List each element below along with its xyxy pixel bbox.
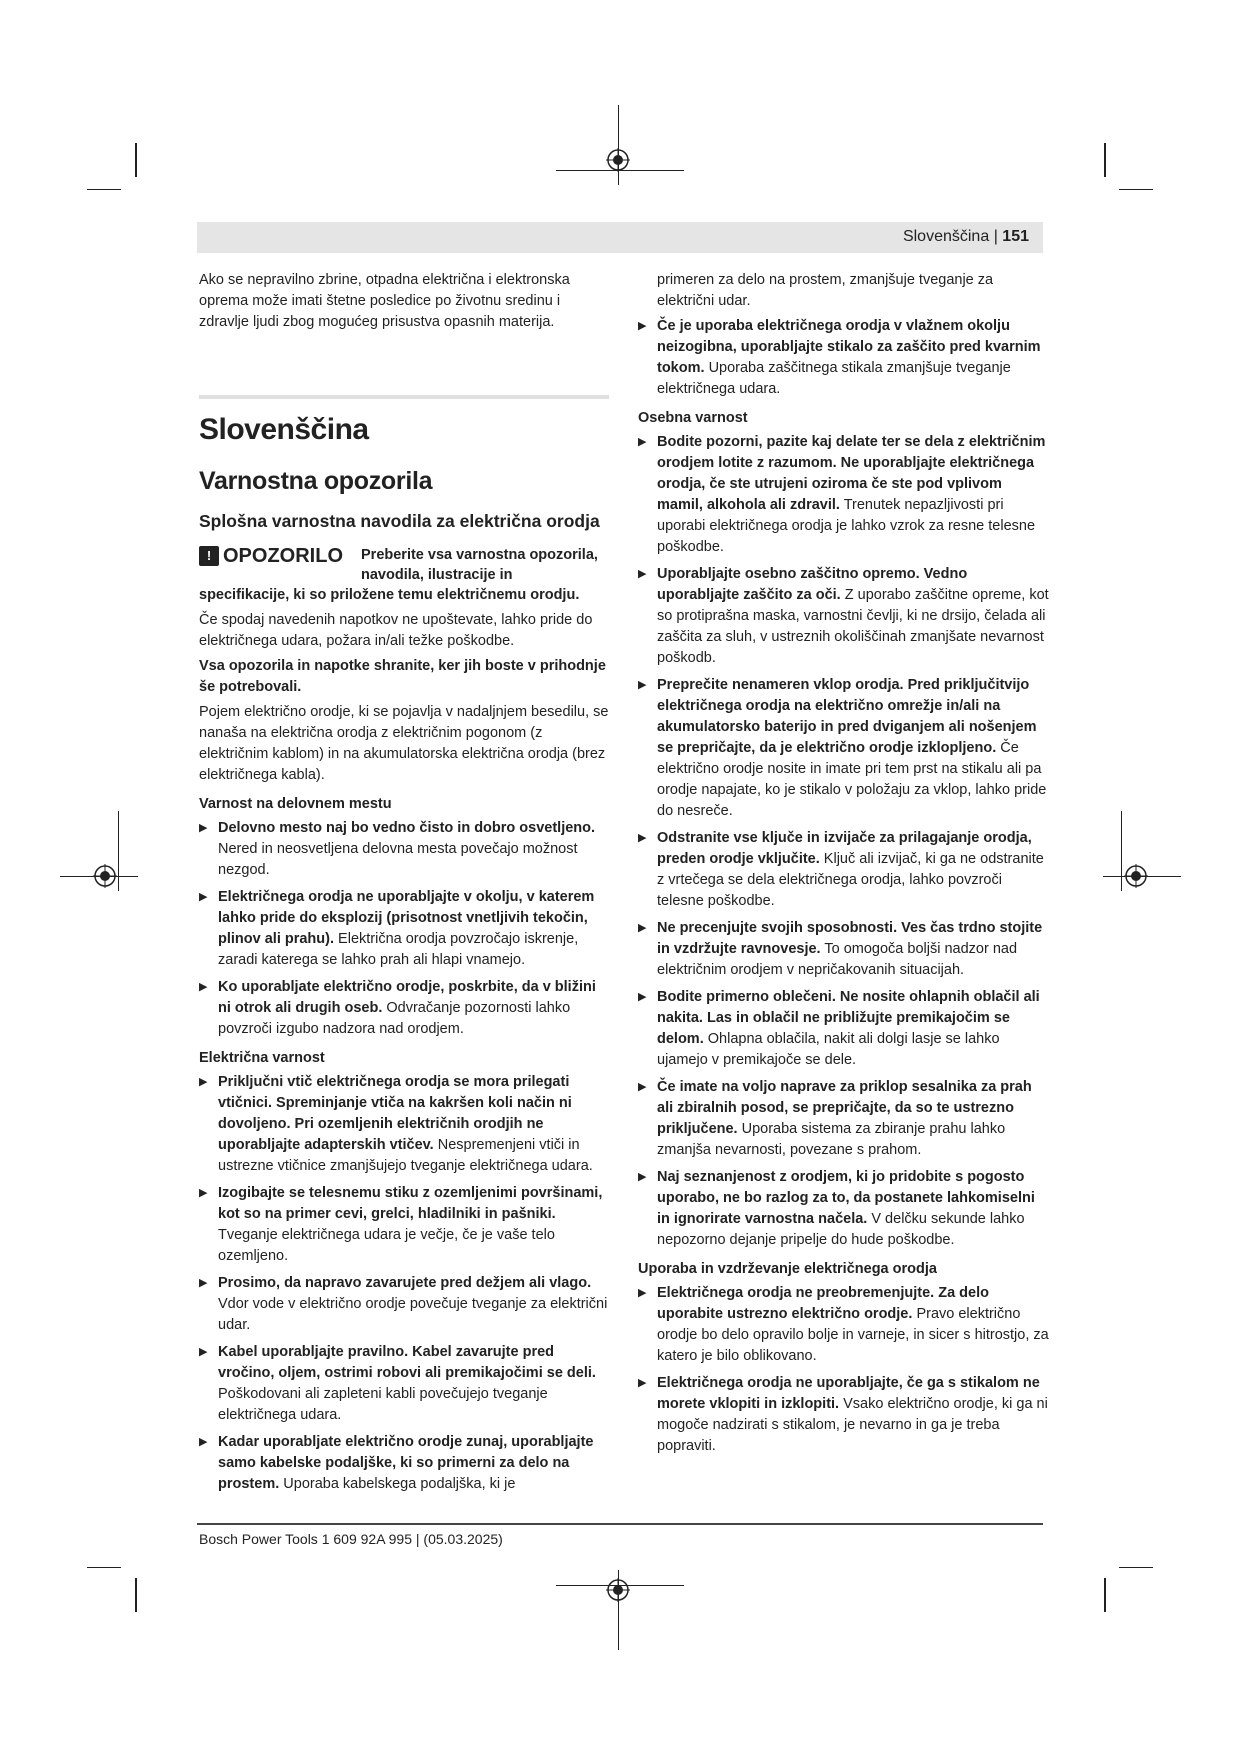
page-number: 151 — [1002, 228, 1029, 245]
item-bold: Odstranite vse ključe in izvijače za prilagajanje orodja, preden orodje vključite. — [657, 830, 1032, 867]
keep-instructions: Vsa opozorila in napotke shranite, ker jih boste v prihodnje še potrebovali. — [199, 658, 606, 695]
list-item — [199, 1072, 609, 1177]
crop-mark — [618, 105, 619, 185]
item-text: Če električno orodje nosite in imate pri tem prst na stikalu ali pa orodje napajate, ko je stikalo v položaju za vklop, lahko pride do nesreče. — [657, 740, 1047, 819]
item-bold: Električnega orodja ne preobremenjujte. Za delo uporabite ustrezno električno orodje. — [657, 1285, 989, 1322]
play-arrow-icon: ▶ — [638, 922, 647, 934]
play-arrow-icon: ▶ — [199, 1346, 208, 1358]
list-item — [638, 432, 1050, 558]
right-column — [638, 270, 1050, 1463]
crop-mark — [87, 189, 121, 190]
play-arrow-icon: ▶ — [199, 1187, 208, 1199]
list-item — [199, 887, 609, 971]
intro-paragraph: Ako se nepravilno zbrine, otpadna električna i elektronska oprema može imati štetne posledice po životnu sredinu i zdravlje ljudi zbog mogućeg prisustva opasnih materija. — [199, 272, 570, 330]
item-text: Uporaba sistema za zbiranje prahu lahko zmanjša nevarnosti, povezane s prahom. — [657, 1121, 1006, 1158]
item-bold: Ne precenjujte svojih sposobnosti. Ves čas trdno stojite in vzdržujte ravnovesje. — [657, 920, 1043, 957]
warning-text-cont: specifikacije, ki so priložene temu električnemu orodju. — [199, 587, 580, 603]
registration-mark-icon — [606, 148, 630, 172]
play-arrow-icon: ▶ — [638, 1081, 647, 1093]
play-arrow-icon: ▶ — [638, 1287, 647, 1299]
list-item — [638, 987, 1050, 1071]
item-bold: Prosimo, da napravo zavarujete pred dežjem ali vlago. — [218, 1275, 592, 1291]
list-item — [199, 1432, 609, 1495]
item-bold: Če je uporaba električnega orodja v vlažnem okolju neizogibna, uporabljajte stikalo za zaščito pred kvarnim tokom. — [657, 318, 1041, 376]
item-bold: Bodite primerno oblečeni. Ne nosite ohlapnih oblačil ali nakita. Las in oblačil ne približujte premikajočim se delom. — [657, 989, 1040, 1047]
item-text: Nespremenjeni vtiči in ustrezne vtičnice zmanjšujejo tveganje električnega udara. — [218, 1137, 593, 1174]
crop-mark — [1121, 811, 1122, 891]
item-text: Nered in neosvetljena delovna mesta povečajo možnost nezgod. — [218, 841, 578, 878]
header-text — [903, 228, 1029, 246]
section-divider — [199, 395, 609, 399]
crop-mark — [1119, 1567, 1153, 1568]
play-arrow-icon: ▶ — [638, 320, 647, 332]
play-arrow-icon: ▶ — [638, 679, 647, 691]
list-item — [638, 1167, 1050, 1251]
item-text: Trenutek nepazljivosti pri uporabi električnega orodja je lahko vzrok za resne telesne poškodbe. — [657, 497, 1036, 555]
item-bold: Preprečite nenameren vklop orodja. Pred priključitvijo električnega orodja na električno omrežje in/ali na akumulatorsko baterijo in pred dviganjem ali nošenjem se prepričajte, da je električno orodje izklopljeno. — [657, 677, 1037, 756]
item-text: Vdor vode v električno orodje povečuje tveganje za električni udar. — [218, 1296, 608, 1333]
item-text: Ključ ali izvijač, ki ga ne odstranite z vrtečega se dela električnega orodja, lahko povzroči telesne poškodbe. — [657, 851, 1044, 909]
page-title: Slovenščina — [199, 413, 369, 446]
item-text: To omogoča boljši nadzor nad električnim orodjem v nepričakovanih situacijah. — [657, 941, 1018, 978]
crop-mark — [1104, 143, 1106, 177]
crop-mark — [87, 1567, 121, 1568]
section-heading: Splošna varnostna navodila za električna orodja — [199, 511, 600, 531]
crop-mark — [118, 811, 119, 891]
list-item — [638, 316, 1050, 400]
play-arrow-icon: ▶ — [638, 568, 647, 580]
crop-mark — [135, 1578, 137, 1612]
play-arrow-icon: ▶ — [638, 1171, 647, 1183]
item-text: Uporaba zaščitnega stikala zmanjšuje tveganje električnega udara. — [657, 360, 1011, 397]
item-text: Električna orodja povzročajo iskrenje, zaradi katerega se lahko prah ali hlapi vnamejo. — [218, 931, 579, 968]
header-language: Slovenščina — [902, 228, 990, 245]
personal-heading: Osebna varnost — [638, 410, 748, 426]
item-text: Z uporabo zaščitne opreme, kot so protiprašna maska, varnostni čevlji, ki ne drsijo, čelada ali zaščita za sluh, v ustreznih okoliščinah zmanjšate nevarnost poškodb. — [657, 587, 1049, 666]
electrical-heading: Električna varnost — [199, 1050, 325, 1066]
item-bold: Ko uporabljate električno orodje, poskrbite, da v bližini ni otrok ali drugih oseb. — [218, 979, 596, 1016]
item-bold: Kadar uporabljate električno orodje zunaj, uporabljajte samo kabelske podaljške, ki so primerni za delo na prostem. — [218, 1434, 594, 1492]
item-bold: Uporabljajte osebno zaščitno opremo. Vedno uporabljajte zaščito za oči. — [657, 566, 968, 603]
footer-text: Bosch Power Tools 1 609 92A 995 | (05.03.2025) — [199, 1531, 503, 1547]
play-arrow-icon: ▶ — [638, 832, 647, 844]
list-item — [199, 1342, 609, 1426]
item-text: Pravo električno orodje bo delo opravilo bolje in varneje, in sicer s hitrostjo, za katero je bilo oblikovano. — [657, 1306, 1049, 1364]
list-item — [638, 918, 1050, 981]
list-item — [199, 1273, 609, 1336]
play-arrow-icon: ▶ — [638, 1377, 647, 1389]
warning-block — [199, 543, 609, 585]
warning-label-text: OPOZORILO — [223, 545, 343, 567]
header-separator: | — [993, 228, 998, 245]
list-item — [199, 1183, 609, 1267]
item-text: Ohlapna oblačila, nakit ali dolgi lasje se lahko ujamejo v premikajoče se dele. — [657, 1031, 1000, 1068]
list-item — [638, 1373, 1050, 1457]
item-text: Tveganje električnega udara je večje, če je vaše telo ozemljeno. — [218, 1227, 555, 1264]
play-arrow-icon: ▶ — [638, 991, 647, 1003]
play-arrow-icon: ▶ — [199, 1436, 208, 1448]
continued-text: primeren za delo na prostem, zmanjšuje tveganje za električni udar. — [657, 272, 994, 309]
crop-mark — [135, 143, 137, 177]
term-paragraph: Pojem električno orodje, ki se pojavlja v nadaljnjem besedilu, se nanaša na električna orodja z električnim pogonom (z električnim kablom) in na akumulatorska električna orodja (brez električnega kabla). — [199, 704, 609, 783]
item-bold: Če imate na voljo naprave za priklop sesalnika za prah ali zbiralnih posod, se prepričajte, da so te ustrezno priključene. — [657, 1079, 1032, 1137]
footer-divider — [197, 1523, 1043, 1525]
item-text: V delčku sekunde lahko nepozorno dejanje pripelje do hude poškodbe. — [657, 1211, 1025, 1248]
warning-label — [199, 543, 343, 569]
list-item — [638, 1077, 1050, 1161]
crop-mark — [1119, 189, 1153, 190]
list-item — [638, 564, 1050, 669]
item-bold: Električnega orodja ne uporabljajte, če ga s stikalom ne morete vklopiti in izklopiti. — [657, 1375, 1040, 1412]
page-header — [197, 222, 1043, 253]
item-bold: Električnega orodja ne uporabljajte v okolju, v katerem lahko pride do eksplozij (prisotnost vnetljivih tekočin, plinov ali prahu). — [218, 889, 595, 947]
play-arrow-icon: ▶ — [199, 822, 208, 834]
play-arrow-icon: ▶ — [199, 891, 208, 903]
workplace-heading: Varnost na delovnem mestu — [199, 796, 392, 812]
play-arrow-icon: ▶ — [199, 981, 208, 993]
warning-body: Če spodaj navedenih napotkov ne upoštevate, lahko pride do električnega udara, požara in/ali težke poškodbe. — [199, 612, 593, 649]
list-item — [638, 828, 1050, 912]
list-item — [199, 818, 609, 881]
item-bold: Priključni vtič električnega orodja se mora prilegati vtičnici. Spreminjanje vtiča na kakršen koli način ni dovoljeno. Pri ozemljenih električnih orodjih ne uporabljajte adapterskih vtičev. — [218, 1074, 572, 1153]
item-bold: Kabel uporabljajte pravilno. Kabel zavarujte pred vročino, oljem, ostrimi robovi ali premikajočimi se deli. — [218, 1344, 596, 1381]
list-item — [638, 675, 1050, 822]
item-bold: Bodite pozorni, pazite kaj delate ter se dela z električnim orodjem lotite z razumom. Ne uporabljajte električnega orodja, če ste utrujeni oziroma če ste pod vplivom mamil, alkohola ali zdravil. — [657, 434, 1046, 513]
list-item — [199, 977, 609, 1040]
use-heading: Uporaba in vzdrževanje električnega orodja — [638, 1261, 937, 1277]
subtitle: Varnostna opozorila — [199, 467, 433, 495]
registration-mark-icon — [606, 1578, 630, 1602]
item-bold: Delovno mesto naj bo vedno čisto in dobro osvetljeno. — [218, 820, 596, 836]
item-bold: Izogibajte se telesnemu stiku z ozemljenimi površinami, kot so na primer cevi, grelci, hladilniki in pašniki. — [218, 1185, 603, 1222]
warning-text: Preberite vsa varnostna opozorila, navodila, ilustracije in — [361, 547, 598, 583]
list-item — [638, 1283, 1050, 1367]
item-text: Odvračanje pozornosti lahko povzroči izgubo nadzora nad orodjem. — [218, 1000, 571, 1037]
registration-mark-icon — [93, 864, 117, 888]
item-text: Vsako električno orodje, ki ga ni mogoče nadzirati s stikalom, je nevarno in ga je treba popraviti. — [657, 1396, 1048, 1454]
play-arrow-icon: ▶ — [199, 1076, 208, 1088]
item-text: Uporaba kabelskega podaljška, ki je — [283, 1476, 516, 1492]
item-text: Poškodovani ali zapleteni kabli povečujejo tveganje električnega udara. — [218, 1386, 548, 1423]
play-arrow-icon: ▶ — [199, 1277, 208, 1289]
registration-mark-icon — [1124, 864, 1148, 888]
crop-mark — [1104, 1578, 1106, 1612]
item-bold: Naj seznanjenost z orodjem, ki jo pridobite s pogosto uporabo, ne bo razlog za to, da postanete lahkomiselni in ignorirate varnostna načela. — [657, 1169, 1035, 1227]
left-column — [199, 270, 609, 1501]
warning-triangle-icon: ! — [199, 546, 219, 566]
play-arrow-icon: ▶ — [638, 436, 647, 448]
